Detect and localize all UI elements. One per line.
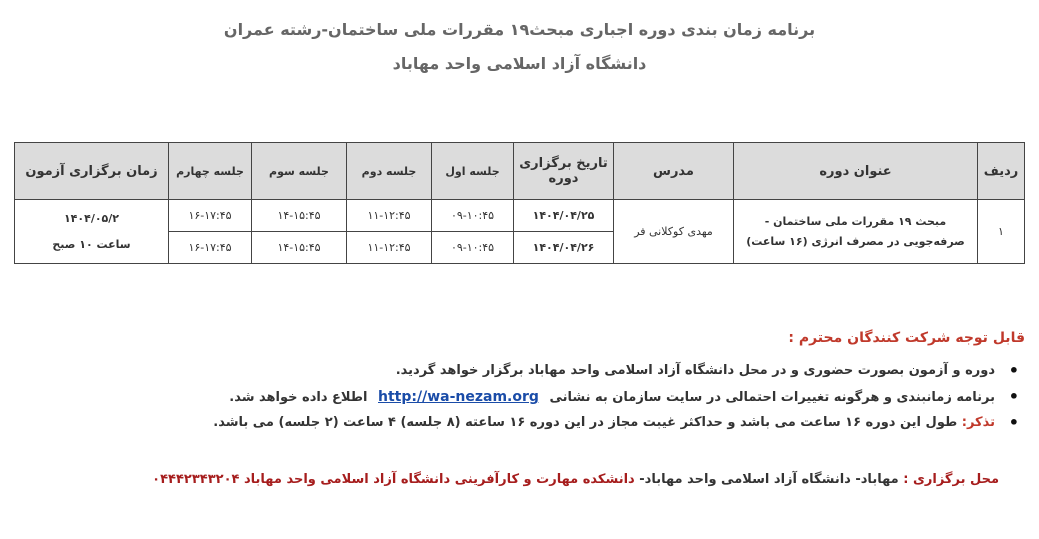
header-date: تاریخ برگزاری دوره	[514, 143, 614, 200]
note-schedule-changes-end: اطلاع داده خواهد شد.	[229, 390, 368, 405]
cell-session-3: ۱۴-۱۵:۴۵	[252, 232, 347, 264]
cell-course-title: مبحث ۱۹ مقررات ملی ساختمان - صرفه‌جویی در مصرف انرژی (۱۶ ساعت)	[734, 200, 978, 264]
table-header-row	[15, 143, 1025, 200]
website-link[interactable]: http://wa-nezam.org	[378, 389, 539, 405]
cell-session-2: ۱۱-۱۲:۴۵	[347, 232, 432, 264]
cell-session-1: ۰۹-۱۰:۴۵	[432, 200, 514, 232]
header-course-title: عنوان دوره	[734, 143, 978, 200]
header-session-3: جلسه سوم	[252, 143, 347, 200]
cell-session-2: ۱۱-۱۲:۴۵	[347, 200, 432, 232]
header-session-4: جلسه چهارم	[169, 143, 252, 200]
cell-date: ۱۴۰۴/۰۴/۲۶	[514, 232, 614, 264]
note-schedule-changes: برنامه زمانبندی و هرگونه تغییرات احتمالی در سایت سازمان به نشانی	[549, 390, 995, 405]
header-session-2: جلسه دوم	[347, 143, 432, 200]
cell-row-number: ۱	[978, 200, 1025, 264]
notice-list	[213, 358, 1025, 436]
venue-faculty: دانشکده مهارت و کارآفرینی دانشگاه آزاد اسلامی واحد مهاباد	[243, 472, 635, 487]
page-title: برنامه زمان بندی دوره اجباری مبحث۱۹ مقررات ملی ساختمان-رشته عمران	[223, 20, 816, 39]
table-row	[15, 200, 1025, 232]
cell-date: ۱۴۰۴/۰۴/۲۵	[514, 200, 614, 232]
header-row-number: ردیف	[978, 143, 1025, 200]
venue-label: محل برگزاری :	[903, 472, 999, 487]
page-subtitle: دانشگاه آزاد اسلامی واحد مهاباد	[392, 54, 647, 73]
note-absence-limit: طول این دوره ۱۶ ساعت می باشد و حداکثر غیبت مجاز در این دوره ۱۶ ساعته (۸ جلسه) ۴ ساعت (۲ جلسه) می باشد.	[213, 415, 958, 430]
cell-session-1: ۰۹-۱۰:۴۵	[432, 232, 514, 264]
cell-teacher: مهدی کوکلانی فر	[614, 200, 734, 264]
reminder-label: تذکر:	[961, 415, 995, 430]
cell-session-4: ۱۶-۱۷:۴۵	[169, 232, 252, 264]
header-exam-time: زمان برگزاری آزمون	[15, 143, 169, 200]
venue-phone: ۰۴۴۴۲۳۴۳۲۰۴	[152, 472, 240, 487]
cell-exam-time	[15, 200, 169, 264]
cell-session-3: ۱۴-۱۵:۴۵	[252, 200, 347, 232]
note-attendance: دوره و آزمون بصورت حضوری و در محل دانشگاه آزاد اسلامی واحد مهاباد برگزار خواهد گردید.	[395, 363, 995, 378]
venue-line	[152, 472, 999, 487]
notice-heading: قابل توجه شرکت کنندگان محترم :	[788, 330, 1025, 346]
list-item	[213, 358, 995, 384]
header-teacher: مدرس	[614, 143, 734, 200]
schedule-table	[14, 142, 1025, 264]
header-session-1: جلسه اول	[432, 143, 514, 200]
exam-date: ۱۴۰۴/۰۵/۲	[63, 211, 120, 225]
cell-session-4: ۱۶-۱۷:۴۵	[169, 200, 252, 232]
list-item	[213, 384, 995, 410]
exam-hour: ساعت ۱۰ صبح	[52, 237, 131, 251]
venue-place: مهاباد- دانشگاه آزاد اسلامی واحد مهاباد-	[639, 472, 899, 487]
list-item	[213, 410, 995, 436]
